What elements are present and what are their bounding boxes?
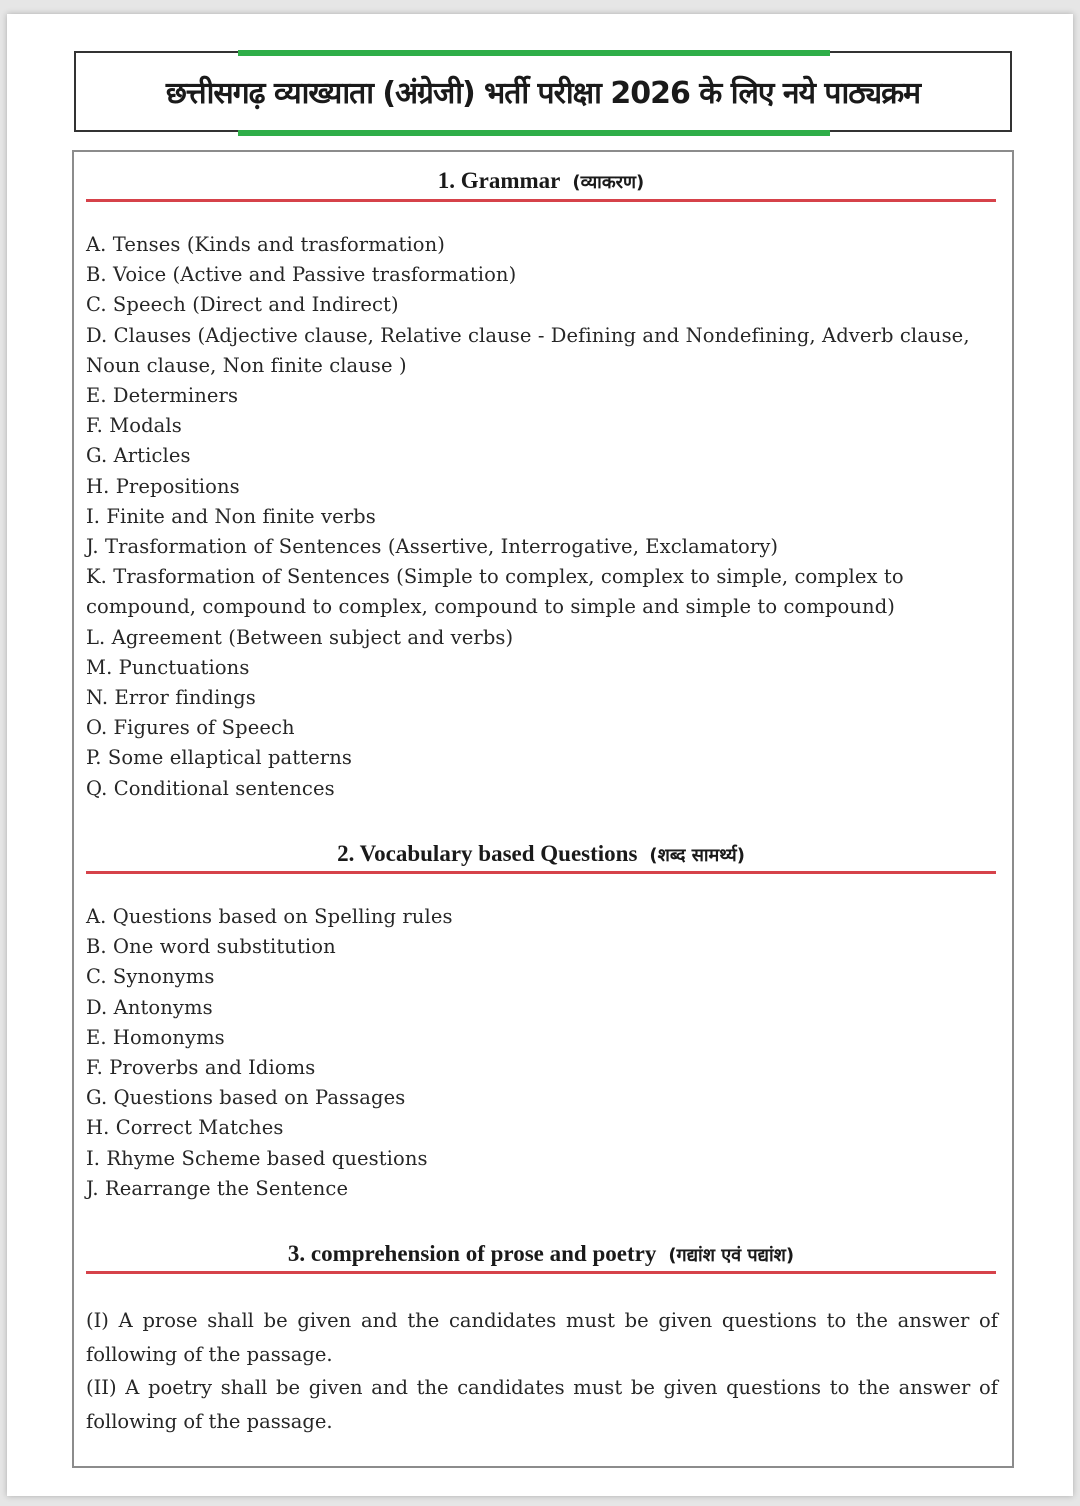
section-divider — [86, 1271, 996, 1274]
list-item: D. Antonyms — [86, 995, 213, 1019]
list-item: P. Some ellaptical patterns — [86, 746, 352, 770]
section-divider — [86, 871, 996, 874]
section-heading-text: 3. comprehension of prose and poetry — [287, 1241, 657, 1266]
list-item: O. Figures of Speech — [86, 716, 295, 740]
section-heading-text: 2. Vocabulary based Questions — [337, 841, 638, 866]
list-item: G. Questions based on Passages — [86, 1086, 406, 1110]
list-item: F. Modals — [86, 414, 182, 438]
section-heading-vocabulary — [86, 841, 996, 867]
list-item: F. Proverbs and Idioms — [86, 1056, 316, 1080]
list-item: Q. Conditional sentences — [86, 776, 335, 800]
list-item: C. Speech (Direct and Indirect) — [86, 293, 399, 317]
list-item: I. Rhyme Scheme based questions — [86, 1146, 428, 1170]
list-item: B. One word substitution — [86, 935, 336, 959]
list-item: A. Questions based on Spelling rules — [86, 905, 453, 928]
document-title: छत्तीसगढ़ व्याख्याता (अंग्रेजी) भर्ती परीक्षा 2026 के लिए नये पाठ्यक्रम — [165, 76, 921, 111]
section-heading-hindi: (गद्यांश एवं पद्यांश) — [668, 1245, 795, 1266]
list-item: K. Trasformation of Sentences (Simple to complex, complex to simple, complex to compound, compound to complex, compound to simple and simple to compound) — [86, 565, 904, 619]
list-item: H. Correct Matches — [86, 1116, 284, 1140]
list-item: G. Articles — [86, 444, 191, 468]
list-item: E. Homonyms — [86, 1025, 225, 1049]
section-heading-hindi: (व्याकरण) — [572, 172, 645, 193]
list-item: D. Clauses (Adjective clause, Relative clause - Defining and Nondefining, Adverb clause, Noun clause, Non finite clause ) — [86, 323, 970, 377]
section-heading-comprehension — [86, 1241, 996, 1267]
list-item: C. Synonyms — [86, 965, 215, 989]
section-heading-hindi: (शब्द सामर्थ्य) — [649, 845, 745, 866]
paragraph-prose: (I) A prose shall be given and the candidates must be given questions to the answer of following of the passage. — [86, 1309, 998, 1366]
list-item: L. Agreement (Between subject and verbs) — [86, 625, 514, 649]
list-item: M. Punctuations — [86, 655, 250, 679]
list-item: H. Prepositions — [86, 474, 240, 498]
vocabulary-topic-list — [86, 902, 998, 1204]
comprehension-paragraphs — [86, 1304, 998, 1438]
grammar-topic-list — [86, 230, 998, 804]
section-heading-grammar — [86, 168, 996, 194]
list-item: A. Tenses (Kinds and trasformation) — [86, 233, 446, 256]
section-divider — [86, 199, 996, 202]
list-item: I. Finite and Non finite verbs — [86, 504, 376, 528]
list-item: E. Determiners — [86, 384, 239, 408]
list-item: N. Error findings — [86, 686, 256, 710]
list-item: J. Trasformation of Sentences (Assertive, Interrogative, Exclamatory) — [86, 535, 779, 559]
section-heading-text: 1. Grammar — [437, 168, 561, 193]
list-item: J. Rearrange the Sentence — [86, 1176, 349, 1200]
list-item: B. Voice (Active and Passive trasformation) — [86, 263, 517, 287]
paragraph-poetry: (II) A poetry shall be given and the candidates must be given questions to the answer of following of the passage. — [86, 1376, 998, 1433]
